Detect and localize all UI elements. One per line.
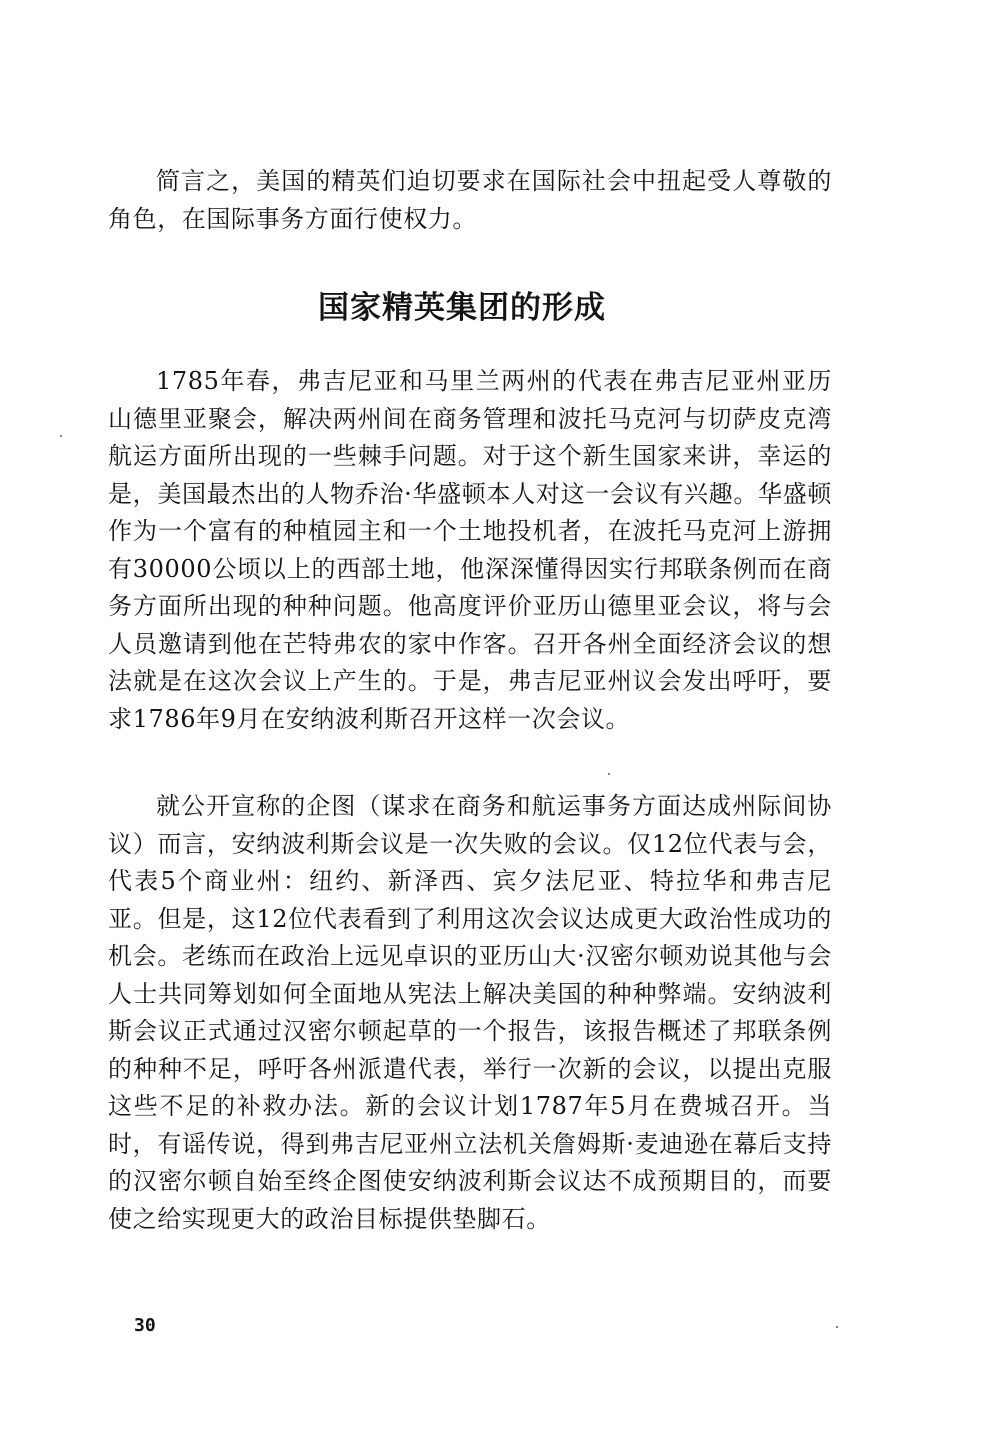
scan-speck	[60, 435, 62, 437]
intro-paragraph: 简言之，美国的精英们迫切要求在国际社会中扭起受人尊敬的角色，在国际事务方面行使权力。	[108, 167, 832, 233]
body-paragraph-1: 1785年春，弗吉尼亚和马里兰两州的代表在弗吉尼亚州亚历山德里亚聚会，解决两州间在商务管理和波托马克河与切萨皮克湾航运方面所出现的一些棘手问题。对于这个新生国家来讲，幸运的是，美国最杰出的人物乔治·华盛顿本人对这一会议有兴趣。华盛顿作为一个富有的种植园主和一个土地投机者，在波托马克河上游拥有30000公顷以上的西部土地，他深深懂得因实行邦联条例而在商务方面所出现的种种问题。他高度评价亚历山德里亚会议，将与会人员邀请到他在芒特弗农的家中作客。召开各州全面经济会议的想法就是在这次会议上产生的。于是，弗吉尼亚州议会发出呼吁，要求1786年9月在安纳波利斯召开这样一次会议。	[108, 367, 832, 733]
scan-speck	[608, 773, 610, 775]
body-paragraph-2: 就公开宣称的企图（谋求在商务和航运事务方面达成州际间协议）而言，安纳波利斯会议是一次失败的会议。仅12位代表与会，代表5个商业州：纽约、新泽西、宾夕法尼亚、特拉华和弗吉尼亚。但是，这12位代表看到了利用这次会议达成更大政治性成功的机会。老练而在政治上远见卓识的亚历山大·汉密尔顿劝说其他与会人士共同筹划如何全面地从宪法上解决美国的种种弊端。安纳波利斯会议正式通过汉密尔顿起草的一个报告，该报告概述了邦联条例的种种不足，呼吁各州派遣代表，举行一次新的会议，以提出克服这些不足的补救办法。新的会议计划1787年5月在费城召开。当时，有谣传说，得到弗吉尼亚州立法机关詹姆斯·麦迪逊在幕后支持的汉密尔顿自始至终企图使安纳波利斯会议达不成预期目的，而要使之给实现更大的政治目标提供垫脚石。	[108, 792, 832, 1233]
section-heading: 国家精英集团的形成	[318, 290, 606, 326]
scan-speck	[836, 1326, 838, 1328]
page-number: 30	[134, 1315, 156, 1336]
